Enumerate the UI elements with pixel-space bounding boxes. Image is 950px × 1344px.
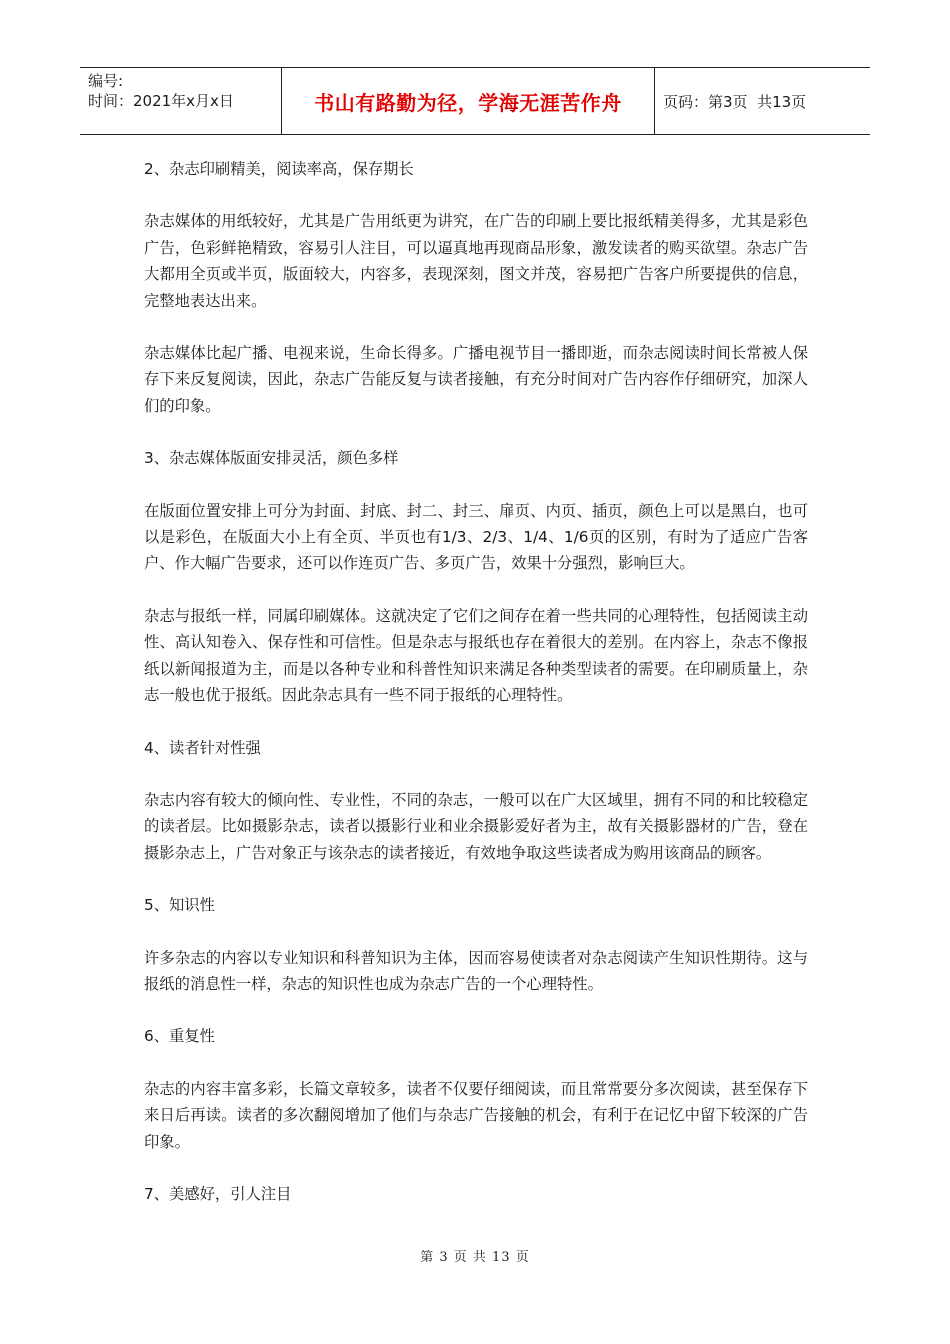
- footer-page-number: 第 3 页 共 13 页: [420, 1250, 530, 1265]
- section-heading: 6、重复性: [144, 1027, 215, 1046]
- header-time-label: 时间：2021年x月x日: [88, 92, 234, 110]
- section-heading: 5、知识性: [144, 896, 215, 915]
- body-paragraph: 许多杂志的内容以专业知识和科普知识为主体，因而容易使读者对杂志阅读产生知识性期待。这与报纸的消息性一样，杂志的知识性也成为杂志广告的一个心理特性。: [144, 948, 808, 993]
- page-footer: [0, 1246, 950, 1265]
- section-heading: 7、美感好，引人注目: [144, 1184, 292, 1203]
- body-paragraph: 杂志媒体的用纸较好，尤其是广告用纸更为讲究，在广告的印刷上要比报纸精美得多，尤其是彩色广告，色彩鲜艳精致，容易引人注目，可以逼真地再现商品形象，激发读者的购买欲望。杂志广告大都用全页或半页，版面较大，内容多，表现深刻，图文并茂，容易把广告客户所要提供的信息，完整地表达出来。: [144, 212, 808, 310]
- section-heading: 4、读者针对性强: [144, 738, 261, 757]
- header-page-info-cell: [655, 68, 870, 134]
- section-heading: 2、杂志印刷精美，阅读率高，保存期长: [144, 160, 414, 178]
- section-heading: 3、杂志媒体版面安排灵活，颜色多样: [144, 449, 399, 468]
- body-paragraph: 杂志的内容丰富多彩，长篇文章较多，读者不仅要仔细阅读，而且常常要分多次阅读，甚至保存下来日后再读。读者的多次翻阅增加了他们与杂志广告接触的机会，有利于在记忆中留下较深的广告印象。: [144, 1079, 808, 1151]
- page-header: [80, 67, 870, 135]
- header-number-label: 编号:: [88, 72, 124, 90]
- body-paragraph: 杂志与报纸一样，同属印刷媒体。这就决定了它们之间存在着一些共同的心理特性，包括阅读主动性、高认知卷入、保存性和可信性。但是杂志与报纸也存在着很大的差别。在内容上，杂志不像报纸以新闻报道为主，而是以各种专业和科普性知识来满足各种类型读者的需要。在印刷质量上，杂志一般也优于报纸。因此杂志具有一些不同于报纸的心理特性。: [144, 606, 808, 705]
- header-meta: [80, 68, 282, 134]
- body-paragraph: 杂志媒体比起广播、电视来说，生命长得多。广播电视节目一播即逝，而杂志阅读时间长常被人保存下来反复阅读，因此，杂志广告能反复与读者接触，有充分时间对广告内容作仔细研究，加深人们的印象。: [144, 344, 808, 415]
- header-page-info: 页码：第3页 共13页: [663, 92, 807, 111]
- header-motto: 书山有路勤为径，学海无涯苦作舟: [282, 68, 655, 134]
- document-body: [144, 156, 808, 1233]
- body-paragraph: 在版面位置安排上可分为封面、封底、封二、封三、扉页、内页、插页，颜色上可以是黑白，也可以是彩色，在版面大小上有全页、半页也有1/3、2/3、1/4、1/6页的区别，有时为了适应广告客户、作大幅广告要求，还可以作连页广告、多页广告，效果十分强烈，影响巨大。: [144, 501, 808, 573]
- body-paragraph: 杂志内容有较大的倾向性、专业性，不同的杂志，一般可以在广大区域里，拥有不同的和比较稳定的读者层。比如摄影杂志，读者以摄影行业和业余摄影爱好者为主，故有关摄影器材的广告，登在摄影杂志上，广告对象正与该杂志的读者接近，有效地争取这些读者成为购用该商品的顾客。: [144, 790, 808, 862]
